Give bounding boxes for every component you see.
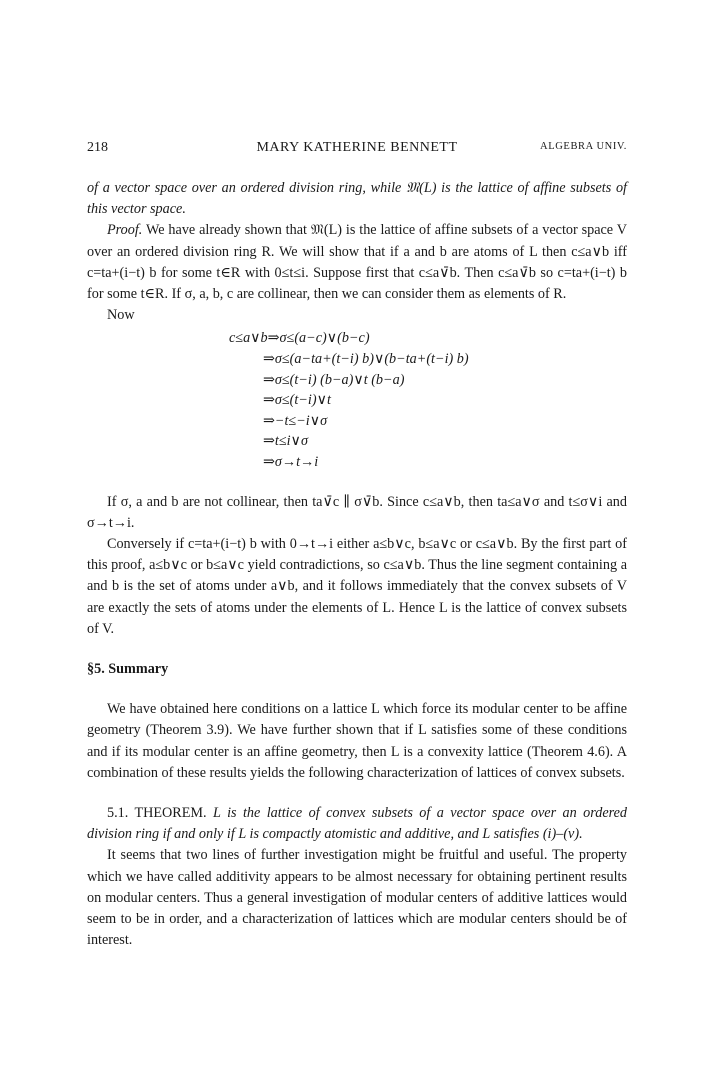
closing-paragraph: It seems that two lines of further investigation might be fruitful and useful. The property which we have called additivity appears to be almost necessary for obtaining pertinent results on modular centers. Thus a general investigation of modular centers of additive lattices would seem to be in order, and a characterization of lattices which are modular centers should be of interest. <box>87 847 627 949</box>
derivation-line: ⇒σ≤(a−ta+(t−i) b)∨(b−ta+(t−i) b) <box>263 351 469 368</box>
proof-text: We have already shown that 𝔐(L) is the lattice of affine subsets of a vector space V over an ordered division ring R. We will show that if a and b are atoms of L then c≤a∨b iff c=ta+(i−t) b for some t∈R with 0≤t≤i. Suppose first that c≤a∨̄b. Then c≤a∨̄b so c=ta+(i−t) b for some t∈R. If σ, a, b, c are collinear, then we can consider them as elements of R. <box>87 222 627 303</box>
converse-paragraph: Conversely if c=ta+(i−t) b with 0→t→i either a≤b∨c, b≤a∨c or c≤a∨b. By the first part of this proof, a≤b∨c or b≤a∨c yield contradictions, so c≤a∨b. Thus the line segment containing a and b is the set of atoms under a∨b, and it follows immediately that the convex subsets of V are exactly the sets of atoms under the elements of L. Hence L is the lattice of convex subsets of V. <box>87 535 627 637</box>
theorem-continuation: of a vector space over an ordered division ring, while 𝔐(L) is the lattice of affine subsets of this vector space. <box>87 180 627 218</box>
theorem-text: L is the lattice of convex subsets of a vector space over an ordered division ring if and only if L is compactly atomistic and additive, and L satisfies (i)–(v). <box>87 805 628 843</box>
noncollinear-paragraph: If σ, a and b are not collinear, then ta∨̄c ∥ σ∨̄b. Since c≤a∨b, then ta≤a∨σ and t≤σ∨i and σ→t→i. <box>87 493 627 531</box>
derivation-block <box>229 328 627 472</box>
derivation-line: ⇒−t≤−i∨σ <box>263 412 328 429</box>
author-name: MARY KATHERINE BENNETT <box>256 140 458 155</box>
page-body <box>87 178 627 951</box>
derivation-line: ⇒σ→t→i <box>263 453 319 470</box>
derivation-line: c≤a∨b⇒σ≤(a−c)∨(b−c) <box>229 330 370 347</box>
derivation-line: ⇒σ≤(t−i) (b−a)∨t (b−a) <box>263 371 405 388</box>
now-line: Now <box>107 307 135 324</box>
theorem-paragraph <box>87 803 627 845</box>
section-heading: §5. Summary <box>87 661 169 677</box>
page-number: 218 <box>87 140 108 155</box>
theorem-label: 5.1. THEOREM. <box>107 805 207 822</box>
derivation-line: ⇒σ≤(t−i)∨t <box>263 392 331 409</box>
proof-paragraph <box>87 220 627 305</box>
summary-paragraph: We have obtained here conditions on a lattice L which force its modular center to be affine geometry (Theorem 3.9). We have further shown that if L satisfies some of these conditions and if its modular center is an affine geometry, then L is a convexity lattice (Theorem 4.6). A combination of these results yields the following characterization of lattices of convex subsets. <box>87 701 627 781</box>
running-header <box>87 140 627 158</box>
proof-label: Proof. <box>107 222 143 239</box>
journal-name: ALGEBRA UNIV. <box>540 141 627 152</box>
derivation-line: ⇒t≤i∨σ <box>263 433 308 450</box>
